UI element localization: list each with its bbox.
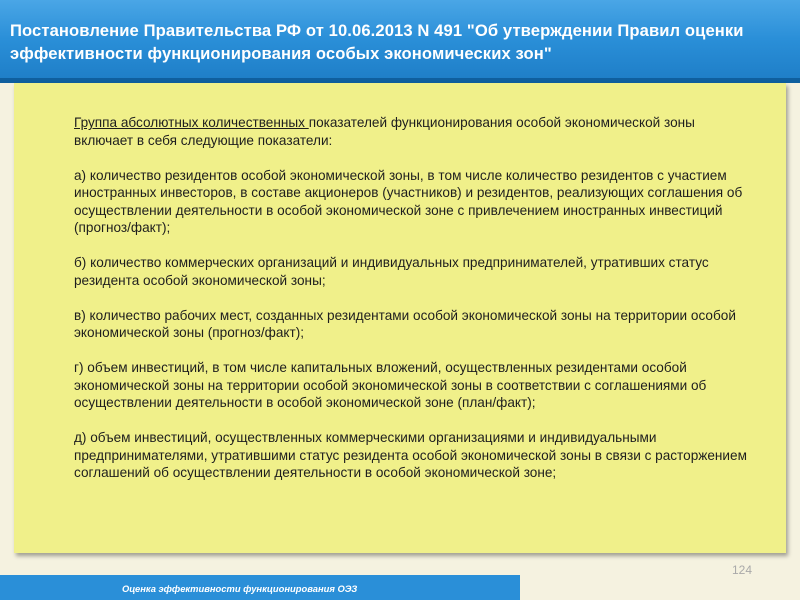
intro-underlined-text: Группа абсолютных количественных: [74, 115, 309, 130]
intro-paragraph: [74, 114, 754, 149]
footer-caption: Оценка эффективности функционирования ОЭЗ: [122, 583, 358, 594]
slide-body: [74, 114, 754, 499]
indicator-item-v: в) количество рабочих мест, созданных резидентами особой экономической зоны на территории особой экономической зоны (прогноз/факт);: [74, 307, 736, 340]
slide-title-line-1: Постановление Правительства РФ от 10.06.2013 N 491 "Об утверждении Правил оценки: [10, 21, 744, 40]
indicator-item-d: д) объем инвестиций, осуществленных коммерческими организациями и индивидуальными предпринимателями, утратившими статус резидента особой экономической зоны в связи с расторжением соглашений об осуществлении деятельности в особой экономической зоне;: [74, 430, 747, 480]
page-number: 124: [731, 563, 752, 577]
slide-title: [0, 0, 800, 78]
slide-title-line-2: эффективности функционирования особых экономических зон": [10, 44, 552, 63]
indicator-item-a: а) количество резидентов особой экономической зоны, в том числе количество резидентов с участием иностранных инвесторов, в составе акционеров (участников) и резидентов, реализующих соглашения об осуществлении деятельности в особой экономической зоне с привлечением иностранных инвестиций (прогноз/факт);: [74, 167, 743, 235]
indicator-item-g: г) объем инвестиций, в том числе капитальных вложений, осуществленных резидентами особой экономической зоны на территории особой экономической зоны в соответствии с соглашениями об осуществлении деятельности в особой экономической зоне (план/факт);: [74, 360, 707, 410]
intro-text: показателей функционирования особой экономической зоны включает в себя следующие показатели:: [74, 115, 695, 148]
indicator-item-b: б) количество коммерческих организаций и индивидуальных предпринимателей, утративших статус резидента особой экономической зоны;: [74, 255, 709, 288]
